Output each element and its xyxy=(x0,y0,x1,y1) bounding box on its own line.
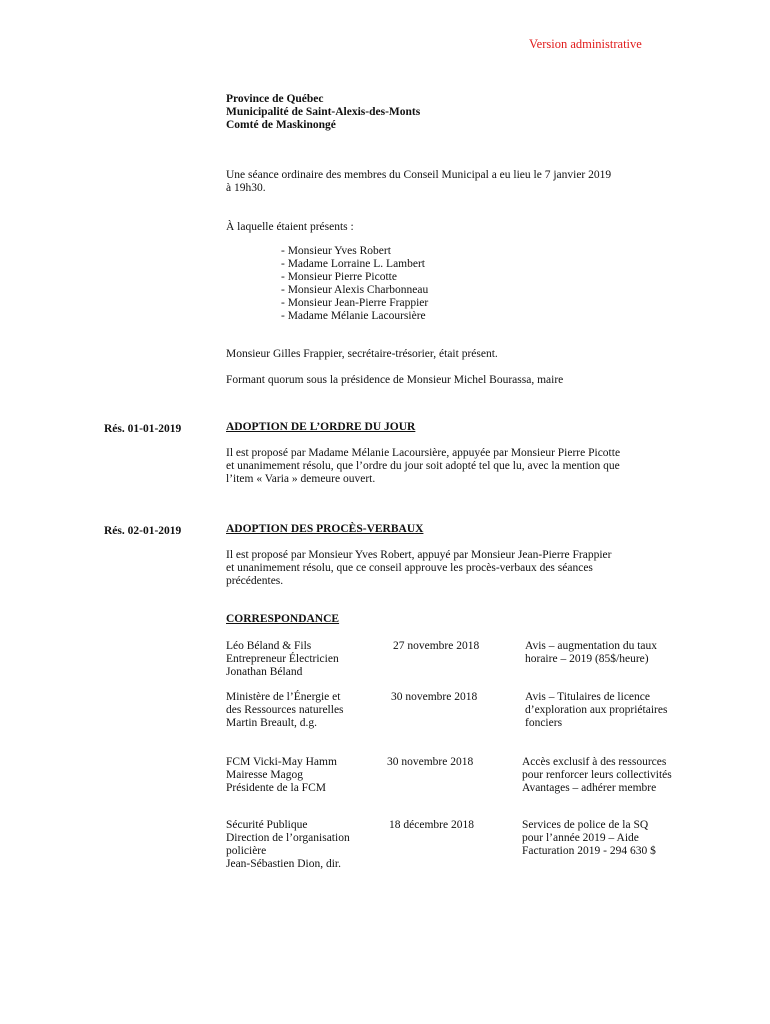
sender-line: Direction de l’organisation xyxy=(226,832,350,844)
correspondence-date: 27 novembre 2018 xyxy=(393,640,480,652)
attendee-item: - Monsieur Alexis Charbonneau xyxy=(281,284,429,296)
subject-line: Avis – Titulaires de licence xyxy=(525,691,650,703)
sender-line: des Ressources naturelles xyxy=(226,704,344,716)
subject-line: pour renforcer leurs collectivités xyxy=(522,769,672,781)
resolution-number: Rés. 01-01-2019 xyxy=(104,423,182,435)
intro-line: à 19h30. xyxy=(226,182,266,194)
secretary-line: Monsieur Gilles Frappier, secrétaire-trésorier, était présent. xyxy=(226,348,498,360)
resolution-line: précédentes. xyxy=(226,575,284,587)
resolution-line: Il est proposé par Madame Mélanie Lacoursière, appuyée par Monsieur Pierre Picotte xyxy=(226,447,621,459)
header-municipality: Municipalité de Saint-Alexis-des-Monts xyxy=(226,106,421,118)
quorum-line: Formant quorum sous la présidence de Monsieur Michel Bourassa, maire xyxy=(226,374,564,386)
intro-paragraph xyxy=(226,169,701,195)
correspondence-date: 30 novembre 2018 xyxy=(387,756,474,768)
resolution-body xyxy=(226,447,701,486)
resolution-line: et unanimement résolu, que l’ordre du jour soit adopté tel que lu, avec la mention que xyxy=(226,460,620,472)
header-county: Comté de Maskinongé xyxy=(226,119,336,131)
resolution-title: ADOPTION DE L’ORDRE DU JOUR xyxy=(226,421,416,433)
correspondence-sender xyxy=(226,640,386,679)
sender-line: Présidente de la FCM xyxy=(226,782,326,794)
resolution-line: l’item « Varia » demeure ouvert. xyxy=(226,473,376,485)
attendee-item: - Madame Lorraine L. Lambert xyxy=(281,258,426,270)
correspondence-sender xyxy=(226,819,386,871)
attendee-list xyxy=(281,245,428,323)
sender-line: Léo Béland & Fils xyxy=(226,640,312,652)
attendee-item: - Monsieur Jean-Pierre Frappier xyxy=(281,297,429,309)
resolution-title: ADOPTION DES PROCÈS-VERBAUX xyxy=(226,523,424,535)
version-label: Version administrative xyxy=(529,37,642,51)
sender-line: Ministère de l’Énergie et xyxy=(226,691,341,703)
subject-line: Avantages – adhérer membre xyxy=(522,782,657,794)
sender-line: Sécurité Publique xyxy=(226,819,308,831)
subject-line: Services de police de la SQ xyxy=(522,819,649,831)
sender-line: Jonathan Béland xyxy=(226,666,303,678)
attendee-item: - Monsieur Pierre Picotte xyxy=(281,271,397,283)
subject-line: horaire – 2019 (85$/heure) xyxy=(525,653,649,665)
correspondence-subject xyxy=(522,756,722,795)
subject-line: fonciers xyxy=(525,717,563,729)
present-label: À laquelle étaient présents : xyxy=(226,221,354,233)
subject-line: d’exploration aux propriétaires xyxy=(525,704,668,716)
correspondence-title: CORRESPONDANCE xyxy=(226,613,340,625)
correspondence-sender xyxy=(226,756,386,795)
resolution-line: Il est proposé par Monsieur Yves Robert, appuyé par Monsieur Jean-Pierre Frappier xyxy=(226,549,612,561)
resolution-number: Rés. 02-01-2019 xyxy=(104,525,182,537)
intro-line: Une séance ordinaire des membres du Conseil Municipal a eu lieu le 7 janvier 2019 xyxy=(226,169,612,181)
attendee-item: - Monsieur Yves Robert xyxy=(281,245,391,257)
subject-line: Facturation 2019 - 294 630 $ xyxy=(522,845,656,857)
resolution-line: et unanimement résolu, que ce conseil approuve les procès-verbaux des séances xyxy=(226,562,593,574)
subject-line: pour l’année 2019 – Aide xyxy=(522,832,639,844)
sender-line: Entrepreneur Électricien xyxy=(226,653,339,665)
sender-line: policière xyxy=(226,845,267,857)
document-header xyxy=(226,93,420,132)
sender-line: Mairesse Magog xyxy=(226,769,303,781)
subject-line: Avis – augmentation du taux xyxy=(525,640,658,652)
correspondence-subject xyxy=(522,819,722,858)
resolution-body xyxy=(226,549,701,588)
sender-line: Jean-Sébastien Dion, dir. xyxy=(226,858,341,870)
attendee-item: - Madame Mélanie Lacoursière xyxy=(281,310,426,322)
correspondence-subject xyxy=(525,691,725,730)
correspondence-date: 18 décembre 2018 xyxy=(389,819,474,831)
correspondence-sender xyxy=(226,691,386,730)
subject-line: Accès exclusif à des ressources xyxy=(522,756,667,768)
correspondence-subject xyxy=(525,640,725,666)
sender-line: Martin Breault, d.g. xyxy=(226,717,318,729)
sender-line: FCM Vicki-May Hamm xyxy=(226,756,337,768)
header-province: Province de Québec xyxy=(226,93,324,105)
correspondence-date: 30 novembre 2018 xyxy=(391,691,478,703)
